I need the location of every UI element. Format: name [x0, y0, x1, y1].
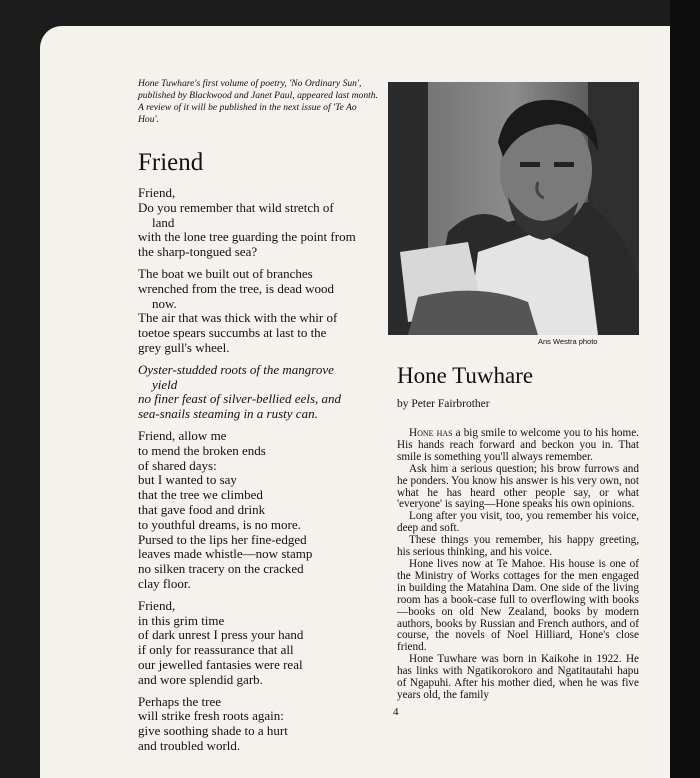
poem-line: Pursed to the lips her fine-edged	[138, 531, 307, 547]
intro-note: Hone Tuwhare's first volume of poetry, 'No Ordinary Sun', published by Blackwood and Janet Paul, appeared last month. A review of it will be published in the next issue of 'Te Ao Hou'.	[138, 78, 378, 125]
poem-line: now.	[152, 295, 177, 311]
poem-stanza	[138, 267, 383, 356]
article-paragraph	[397, 428, 639, 464]
photo-credit: Ans Westra photo	[538, 337, 598, 346]
article-body	[397, 428, 639, 702]
poem-line: Do you remember that wild stretch of	[138, 199, 334, 215]
article-byline: by Peter Fairbrother	[397, 398, 490, 410]
poem-line: that the tree we climbed	[138, 487, 263, 503]
paragraph-text: a big smile to welcome you to his home. His hands reach forward and beckon you in. That smile is something you'll always remember.	[397, 427, 639, 463]
portrait-image	[388, 82, 639, 335]
poem-line: if only for reassurance that all	[138, 642, 294, 658]
poem-line: but I wanted to say	[138, 472, 237, 488]
scan-edge	[670, 0, 700, 778]
poem-line: grey gull's wheel.	[138, 339, 230, 355]
lead-smallcaps: Hone has	[409, 427, 453, 439]
poem-line: Friend, allow me	[138, 427, 227, 443]
poem-line: land	[152, 214, 175, 230]
poem-line: to mend the broken ends	[138, 442, 266, 458]
article-paragraph: Ask him a serious question; his brow furrows and he ponders. You know his answer is his very own, not what he has heard other people say, or what 'everyone' is saying—Hone speaks his own opinions.	[397, 462, 639, 511]
author-photo	[388, 82, 639, 335]
poem-line: Friend,	[138, 597, 176, 613]
poem-line: give soothing shade to a hurt	[138, 723, 288, 739]
poem-line: Perhaps the tree	[138, 693, 222, 709]
poem-line: to youthful dreams, is no more.	[138, 516, 301, 532]
poem-line: and wore splendid garb.	[138, 671, 263, 687]
poem-line: clay floor.	[138, 575, 191, 591]
poem-stanza	[138, 599, 383, 688]
poem-stanza	[138, 363, 383, 422]
poem-line: no silken tracery on the cracked	[138, 561, 304, 577]
poem-line: that gave food and drink	[138, 501, 266, 517]
article-title: Hone Tuwhare	[397, 363, 534, 388]
poem-line: with the lone tree guarding the point from	[138, 229, 356, 245]
poem-title: Friend	[138, 149, 204, 176]
poem-line: toetoe spears succumbs at last to the	[138, 325, 327, 341]
poem-line: Oyster-studded roots of the mangrove	[138, 361, 334, 377]
poem-line: and troubled world.	[138, 737, 241, 753]
poem-line: The air that was thick with the whir of	[138, 310, 338, 326]
poem-line: our jewelled fantasies were real	[138, 656, 303, 672]
poem-line: will strike fresh roots again:	[138, 708, 284, 724]
poem-body	[138, 186, 383, 761]
article-paragraph: These things you remember, his happy greeting, his serious thinking, and his voice.	[397, 534, 639, 559]
article-paragraph: Hone lives now at Te Mahoe. His house is one of the Ministry of Works cottages for the men engaged in building the Matahina Dam. One side of the living room has a book-case full to overflowing with books—books on old New Zealand, books by modern authors, books by Russian and French authors, and of course, the novels of Noel Hilliard, Hone's close friend.	[397, 557, 639, 654]
poem-line: sea-snails steaming in a rusty can.	[138, 406, 318, 422]
poem-line: of dark unrest I press your hand	[138, 627, 304, 643]
page-number: 4	[393, 706, 399, 718]
poem-stanza	[138, 695, 383, 754]
article-paragraph: Hone Tuwhare was born in Kaikohe in 1922. He has links with Ngatikorokoro and Ngatitautahi hapu of Ngapuhi. After his mother died, when he was five years old, the family	[397, 653, 639, 701]
article-paragraph: Long after you visit, too, you remember his voice, deep and soft.	[397, 510, 639, 535]
poem-stanza	[138, 429, 383, 592]
poem-line: yield	[152, 376, 178, 392]
poem-line: The boat we built out of branches	[138, 265, 313, 281]
poem-line: of shared days:	[138, 457, 217, 473]
poem-line: the sharp-tongued sea?	[138, 244, 258, 260]
poem-line: wrenched from the tree, is dead wood	[138, 280, 335, 296]
poem-line: Friend,	[138, 185, 176, 200]
poem-line: in this grim time	[138, 612, 225, 628]
poem-stanza	[138, 186, 383, 260]
poem-line: leaves made whistle—now stamp	[138, 546, 313, 562]
poem-line: no finer feast of silver-bellied eels, and	[138, 391, 342, 407]
